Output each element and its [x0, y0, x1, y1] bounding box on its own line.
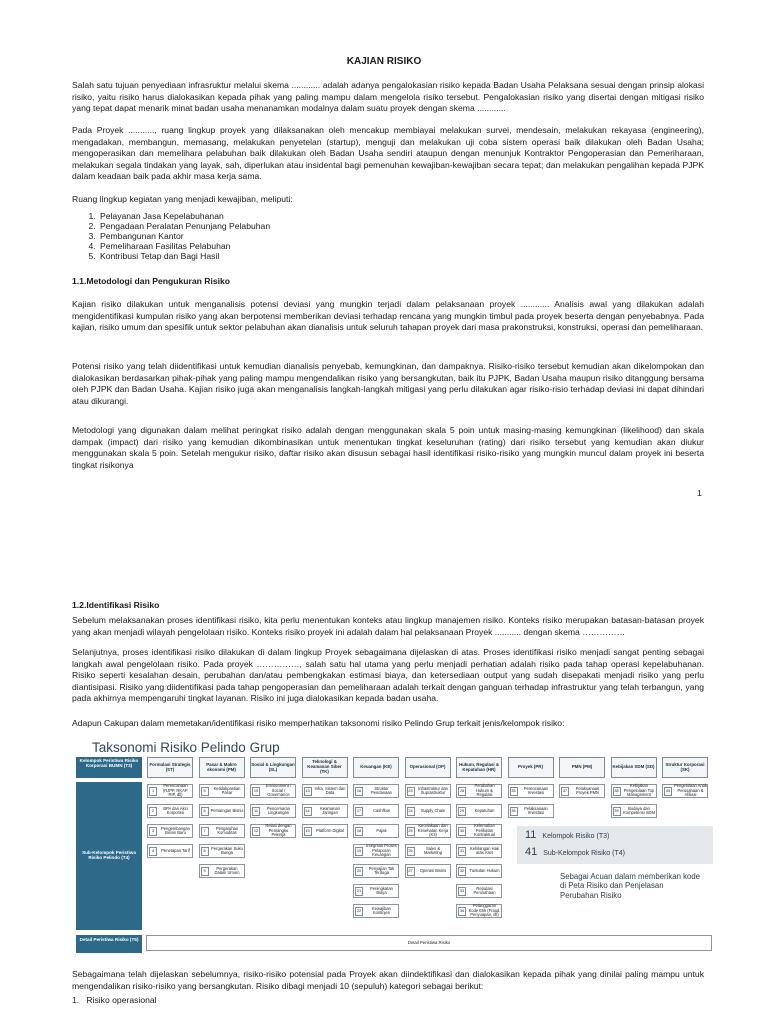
item-code: 32 — [458, 867, 466, 876]
taxonomy-item — [199, 804, 245, 818]
item-code: 28 — [458, 787, 466, 796]
item-label: Penyajian Tak Terduga — [368, 865, 395, 875]
item-label: Perubahan Hukum & Regulasi — [474, 783, 495, 798]
item-code: 14 — [304, 807, 312, 816]
list-item: 2. Pengadaan Peralatan Penunjang Pelabuhan — [98, 221, 270, 231]
taxonomy-item — [456, 844, 502, 858]
item-code: 9 — [201, 867, 209, 876]
taxonomy-item — [662, 784, 708, 798]
list-item: 5. Kontribusi Tetap dan Bagi Hasil — [98, 251, 270, 261]
item-code: 3 — [149, 827, 157, 836]
item-code: 40 — [664, 787, 672, 796]
taxonomy-item — [353, 884, 399, 898]
taxonomy-item — [456, 904, 502, 918]
taxonomy-item — [353, 864, 399, 878]
item-label: Kehilangan Hak atas Aset — [470, 845, 499, 855]
item-code: 12 — [252, 827, 260, 836]
item-label: Pengembangan Bisnis Baru — [161, 825, 190, 835]
side-label-t3: Kelompok Peristiwa Risiko Korporasi BUMN (T3) — [76, 757, 142, 778]
item-label: Kecelakaan dan Kesehatan Kerja (K3) — [417, 823, 449, 838]
item-code: 17 — [355, 807, 363, 816]
taxonomy-item — [456, 884, 502, 898]
item-code: 39 — [613, 807, 621, 816]
item-label: Perencanaan Investasi — [523, 785, 549, 795]
taxonomy-item — [353, 844, 399, 858]
item-code: 10 — [252, 787, 260, 796]
taxonomy-header: Kebijakan SDM (SD) — [611, 757, 657, 778]
section-heading-1-1: 1.1.Metodologi dan Pengukuran Risiko — [72, 276, 231, 286]
item-code: 18 — [355, 827, 363, 836]
legend-count: 41 — [525, 846, 538, 858]
taxonomy-header: Proyek (PR) — [508, 757, 554, 778]
taxonomy-item — [405, 844, 451, 858]
taxonomy-item — [147, 824, 193, 838]
taxonomy-header: Hukum, Regulasi & Kepatuhan (HR) — [456, 757, 502, 778]
item-label: Peningkatan Biaya — [370, 885, 393, 895]
taxonomy-item — [456, 824, 502, 838]
legend-label: Kelompok Risiko (T3) — [542, 833, 610, 840]
list-item: 4. Pemeliharaan Fasilitas Pelabuhan — [98, 241, 270, 251]
taxonomy-item — [199, 784, 245, 798]
item-code: 24 — [407, 807, 415, 816]
item-label: Platform Digital — [316, 827, 344, 833]
item-code: 33 — [458, 887, 466, 896]
item-label: Pelanggaran Kode Etik (Fraud, Penyuapan, dll) — [468, 903, 501, 918]
outro-list-item: 1. Risiko operasional — [72, 995, 157, 1005]
scope-list — [86, 211, 270, 261]
legend-row-t4 — [525, 846, 625, 858]
taxonomy-item — [353, 804, 399, 818]
item-code: 15 — [304, 827, 312, 836]
item-code: 21 — [355, 887, 363, 896]
item-label: Tuntutan Hukum — [469, 867, 500, 873]
item-code: 25 — [407, 827, 415, 836]
taxonomy-item — [405, 864, 451, 878]
item-code: 4 — [149, 847, 157, 856]
item-code: 20 — [355, 867, 363, 876]
item-label: Kewajiban Kontinjen — [372, 905, 391, 915]
taxonomy-item — [353, 824, 399, 838]
item-code: 8 — [201, 847, 209, 856]
item-code: 29 — [458, 807, 466, 816]
legend-count: 11 — [525, 829, 537, 841]
item-label: Cashflow — [373, 807, 390, 813]
item-code: 35 — [510, 787, 518, 796]
section-1-1-paragraph-2: Potensi risiko yang telah diidentifikasi untuk kemudian dianalisis penyebab, kemungkinan, dan dampaknya. Risiko-risiko tersebut kemudian akan dikelompokan dan dialokasikan berdasarkan pihak-pihak yang paling mampu mengendalikan risiko yang bersangkutan, baik itu PJPK, Badan Usaha maupun risiko ditanggung bersama oleh PJPK dan Badan Usaha. Kajian risiko juga akan menganalisis langkah-langkah mitigasi yang perlu dilakukan agar risiko-risio terhadap deviasi ini dapat dihindari atau dikurangi. — [72, 361, 704, 406]
taxonomy-item — [302, 824, 348, 838]
item-label: Infrastruktur dan Suprastruktur — [418, 785, 448, 795]
taxonomy-item — [559, 784, 605, 798]
item-code: 22 — [355, 907, 363, 916]
list-item: 3. Pembangunan Kantor — [98, 231, 270, 241]
item-label: Infra, Sistem dan Data — [314, 785, 346, 795]
taxonomy-header: PMN (PM) — [559, 757, 605, 778]
intro-paragraph-3: Ruang lingkup kegiatan yang menjadi kewajiban, meliputi: — [72, 194, 293, 204]
item-code: 19 — [355, 847, 363, 856]
section-1-2-paragraph-2: Selanjutnya, proses identifikasi risiko dilakukan di dalam lingkup Proyek sebagaimana dijelaskan di atas. Proses identifikasi risiko menjadi sangat penting sebagai langkah awal pengelolaan risiko. Pada proyek ……………, salah satu hal utama yang perlu menjadi perhatian adalah risiko pada tahap operasi kepelabuhanan. Risiko seperti kesalahan desain, perubahan dan/atau pembengkakan estimasi biaya, dan ketersediaan output yang sudah disepakati menjadi risiko yang perlu diantisipasi. Risiko yang diidentifikasi pada tahap pengoperasian dan pemeliharaan adalah terkait dengan ganguan terhadap infrastruktur yang telah terbangun, yang pada akhirnya mempengaruhi tingkat layanan. Risiko ini juga dialokasikan kepada badan usaha. — [72, 647, 704, 704]
taxonomy-legend — [517, 826, 713, 864]
taxonomy-header: Sosial & Lingkungan (SL) — [250, 757, 296, 778]
item-label: Relasi dengan Pemangku Pekerja — [265, 823, 292, 838]
item-label: Ketidakpastian Pasar — [213, 785, 241, 795]
item-label: Pelaksanaan Investasi — [524, 805, 548, 815]
side-label-t5: Detail Peristiwa Risiko (T5) — [76, 935, 142, 953]
taxonomy-header: Formulasi Strategis (ST) — [147, 757, 193, 778]
taxonomy-item — [199, 824, 245, 838]
item-label: Pergerakan Dalam Umum — [214, 865, 240, 875]
item-label: Persaingan Bisnis — [210, 807, 244, 813]
item-code: 38 — [613, 787, 621, 796]
item-label: Struktur Pendanaan — [371, 785, 392, 795]
item-label: Penetapan Tarif — [161, 847, 190, 853]
item-code: 11 — [252, 807, 260, 816]
item-label: Keamanan Jaringan — [320, 805, 340, 815]
taxonomy-item — [353, 784, 399, 798]
taxonomy-item — [508, 804, 554, 818]
taxonomy-item — [147, 804, 193, 818]
list-item: Risiko operasional — [86, 995, 157, 1005]
taxonomy-item — [302, 804, 348, 818]
taxonomy-item — [405, 804, 451, 818]
taxonomy-item — [199, 864, 245, 878]
taxonomy-item — [250, 824, 296, 838]
legend-row-t3 — [525, 829, 609, 841]
taxonomy-item — [456, 864, 502, 878]
item-code: 31 — [458, 847, 466, 856]
item-code: 1 — [149, 787, 157, 796]
doc-title: KAJIAN RISIKO — [346, 56, 422, 67]
item-label: Perencanaan (RJPP, RKAP, RIP, dll) — [162, 783, 189, 798]
taxonomy-figure — [76, 740, 712, 958]
item-label: Pelaksanaan Proyek PMN — [575, 785, 600, 795]
item-label: Pajak — [376, 827, 387, 833]
taxonomy-note: Sebagai Acuan dalam memberikan kode di Peta Risiko dan Penjelasan Perubahan Risiko — [560, 872, 700, 900]
section-heading-1-2: 1.2.Identifikasi Risiko — [72, 600, 160, 610]
detail-row: Detail Peristiwa Risiko — [146, 935, 712, 951]
item-label: Environment / Social / Governance — [265, 783, 292, 798]
section-1-1-paragraph-3: Metodologi yang digunakan dalam melihat peringkat risiko adalah dengan menggunakan skala 5 poin untuk masing-masing kemungkinan (likelihood) dan skala dampak (impact) dari risiko yang kemudian dikombinasikan untuk menentukan tingkat keseluruhan (rating) dari risiko tersebut yang kemudian akan diukur menggunakan skala 5 poin. Setelah mengukur risiko, daftar risiko akan disusun sebagai hasil identifikasi risiko-risiko yang mungkin muncul dalam proyek ini beserta tingkat risikonya — [72, 425, 704, 470]
taxonomy-header: Struktur Korporasi (SK) — [662, 757, 708, 778]
taxonomy-header: Keuangan (KE) — [353, 757, 399, 778]
intro-paragraph-2: Pada Proyek ..........., ruang lingkup proyek yang dilaksanakan oleh mencakup membiayai melakukan survei, mendesain, melakukan rekayasa (engineering), mengadakan, membangun, memasang, melakukan penyetelan (startup), menguji dan melakukan uji coba sistem operasi baik dilakukan oleh Badan Usaha; mengoperasikan dan memelihara pelabuhan baik dilakukan oleh Badan Usaha sendiri ataupun dengan menunjuk Kontraktor Pengoperasian dan Pemeriharaan, melakukan segala tindakan yang layak, sah, diperlukan atau insidental bagi pemenuhan kewajiban-kewajiban secara tepat; dan melakukan pengalihan kepada PJPK dalam keadaan baik pada akhir masa kerja sama. — [72, 125, 704, 182]
page-number: 1 — [697, 488, 702, 498]
item-label: Budaya dan Kompetensi SDM — [623, 805, 655, 815]
item-label: Kebijakan Pengelolaan Top Management — [623, 783, 655, 798]
taxonomy-item — [405, 784, 451, 798]
item-label: Kelemahan Perikatan Kontraktual — [474, 823, 495, 838]
item-code: 36 — [510, 807, 518, 816]
section-1-2-paragraph-1: Sebelum melaksanakan proses identifikasi risiko, kita perlu menentukan konteks atau lingkup manajemen risiko. Konteks risiko merupakan batasan-batasan proyek yang akan menjadi wilayah pengelolaan risiko. Konteks risiko proyek ini adalah dalam hal pelaksanaan Proyek ........... dengan skema …………… — [72, 615, 704, 637]
item-label: Sales & Marketing — [424, 845, 442, 855]
item-label: Supply Chain — [420, 807, 446, 813]
taxonomy-item — [456, 784, 502, 798]
taxonomy-item — [353, 904, 399, 918]
intro-paragraph-1: Salah satu tujuan penyediaan infrasruktur melalui skema ............ adalah adanya pengalokasian risiko kepada Badan Usaha Pelaksana sesuai dengan prinsip alokasi risiko, yaitu risiko harus dialokasikan kepada pihak yang paling mampu dalam mengelola risiko tersebut. Pengalokasian risiko yang disertai dengan mitigasi risiko yang tepat dapat menarik minat badan usaha menanamkan modalnya dalam suatu proyek dengan skema ............ — [72, 80, 704, 114]
item-label: BPA dan Aksi Korporasi — [163, 805, 188, 815]
taxonomy-item — [508, 784, 554, 798]
taxonomy-item — [147, 784, 193, 798]
list-item: 1. Pelayanan Jasa Kepelabuhanan — [98, 211, 270, 221]
section-1-1-paragraph-1: Kajian risiko dilakukan untuk menganalisis potensi deviasi yang mungkin terjadi dalam pelaksanaan proyek ............ Analisis awal yang dilakukan adalah mengidentifikasi kumpulan risiko yang akan berpotensi memberikan deviasi terhadap rencana yang mungkin timbul pada proyek beserta dengan penyebabnya. Pada kajian, risiko umum dan spesifik untuk sektor pelabuhan akan dianalisis untuk seluruh tahapan proyek dari masa prakonstruksi, konstruksi, operasi dan pemeliharaan. — [72, 299, 704, 333]
item-code: 26 — [407, 847, 415, 856]
legend-label: Sub-Kelompok Risiko (T4) — [543, 850, 625, 857]
item-code: 34 — [458, 907, 466, 916]
taxonomy-item — [611, 804, 657, 818]
item-label: Reputasi Perusahaan — [473, 885, 496, 895]
item-code: 5 — [201, 787, 209, 796]
item-code: 2 — [149, 807, 157, 816]
taxonomy-header: Operasional (OP) — [405, 757, 451, 778]
item-label: Integritas Proses Pelaporan Keuangan — [366, 843, 397, 858]
side-label-t4: Sub-Kelompok Peristiwa Risiko Pelindo (T4) — [76, 782, 142, 930]
taxonomy-header: Pasar & Makro ekonomi (PM) — [199, 757, 245, 778]
item-code: 7 — [201, 827, 209, 836]
item-label: Kepatuhan — [474, 807, 495, 813]
item-label: Pengaruhan Komoditas — [215, 825, 239, 835]
item-label: Pengelolaan Anak Perusahaan & Afiliasi — [674, 783, 708, 798]
taxonomy-item — [611, 784, 657, 798]
item-label: Pergerakan Suku Bunga — [211, 845, 243, 855]
outro-paragraph: Sebagaimana telah dijelaskan sebelumnya, risiko-risiko potensial pada Proyek akan diindektifikasi dan dialokasikan kepada pihak yang dinilai paling mampu untuk mengendalikan risiko-risiko yang bersangkutan. Risiko dibagi menjadi 10 (sepuluh) kategori sebagai berikut: — [72, 969, 704, 991]
item-code: 30 — [458, 827, 466, 836]
item-code: 37 — [561, 787, 569, 796]
taxonomy-item — [405, 824, 451, 838]
item-label: Operasi Bisnis — [419, 867, 447, 873]
taxonomy-item — [250, 804, 296, 818]
section-1-2-paragraph-3: Adapun Cakupan dalam memetakan/identifikasi risiko memperhatikan taksonomi risiko Pelindo Grup terkait jenis/kelompok risiko: — [72, 718, 565, 728]
item-code: 27 — [407, 867, 415, 876]
item-code: 13 — [304, 787, 312, 796]
item-code: 6 — [201, 807, 209, 816]
taxonomy-item — [456, 804, 502, 818]
taxonomy-header: Teknologi & Keamanan Siber (TK) — [302, 757, 348, 778]
item-label: Pencemaran Lingkungan — [266, 805, 291, 815]
item-code: 16 — [355, 787, 363, 796]
item-code: 23 — [407, 787, 415, 796]
taxonomy-item — [250, 784, 296, 798]
taxonomy-item — [147, 844, 193, 858]
taxonomy-item — [302, 784, 348, 798]
figure-title: Taksonomi Risiko Pelindo Grup — [92, 740, 280, 755]
taxonomy-item — [199, 844, 245, 858]
